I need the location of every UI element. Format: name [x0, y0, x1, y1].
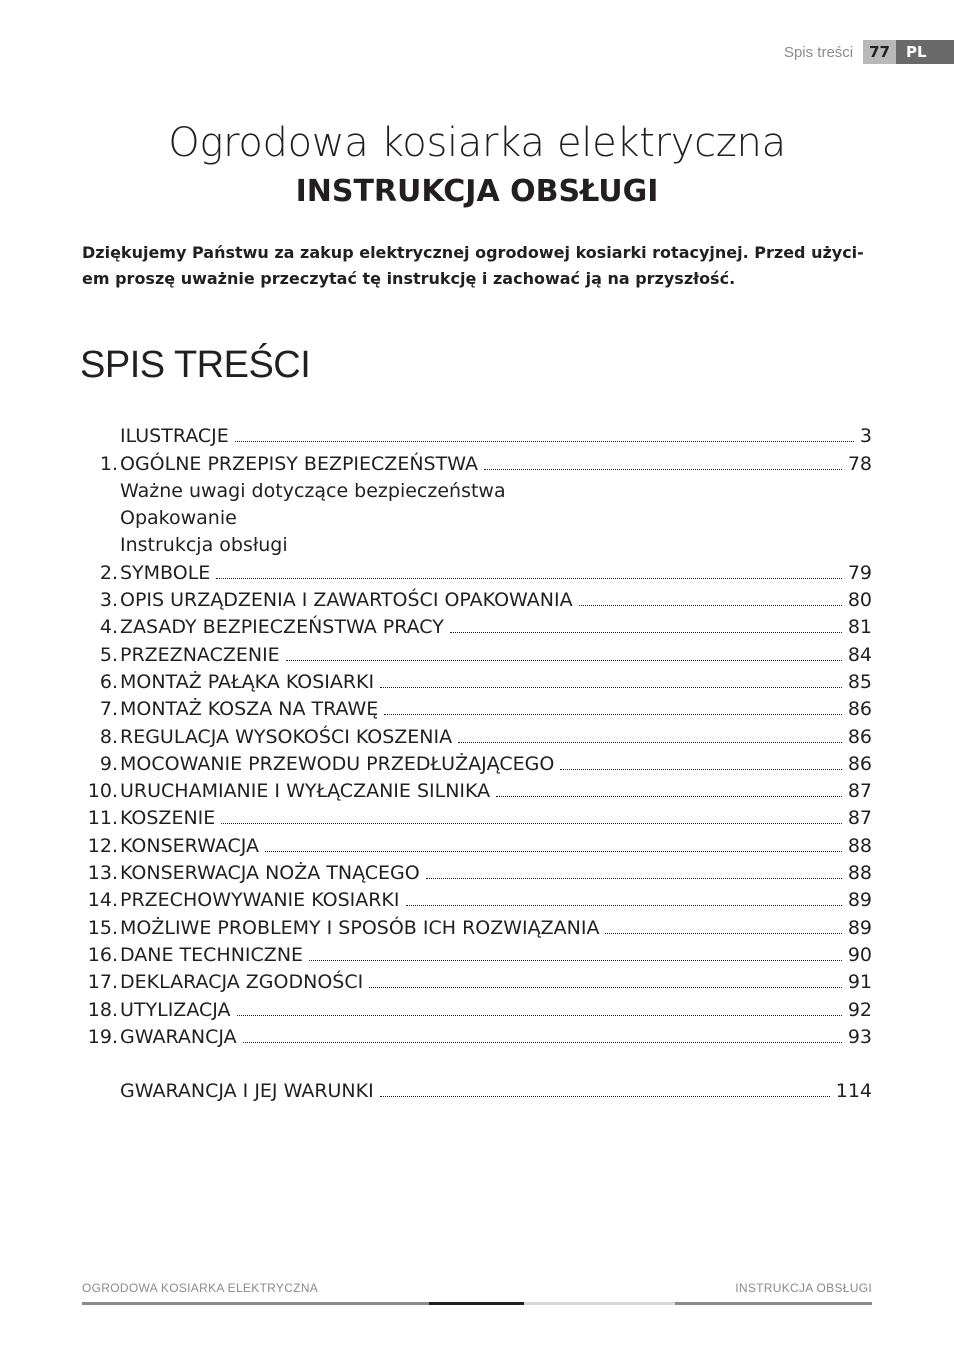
toc-row[interactable]	[82, 720, 872, 747]
toc-leader	[237, 1015, 842, 1016]
table-of-contents	[82, 420, 872, 1102]
toc-leader	[384, 714, 842, 715]
toc-leader	[579, 605, 842, 606]
toc-subrow	[82, 529, 872, 556]
toc-row[interactable]	[82, 693, 872, 720]
toc-leader	[369, 987, 842, 988]
toc-number: 4.	[99, 616, 118, 639]
toc-leader	[426, 878, 842, 879]
toc-leader	[380, 1096, 830, 1097]
intro-line-2: em proszę uważnie przeczytać tę instrukcję i zachować ją na przyszłość.	[82, 269, 736, 288]
toc-page: 92	[847, 998, 872, 1021]
toc-row[interactable]	[82, 666, 872, 693]
footer-bar-segment	[524, 1302, 675, 1305]
toc-leader	[286, 660, 842, 661]
toc-row[interactable]	[82, 993, 872, 1020]
toc-leader	[265, 851, 842, 852]
toc-number: 11.	[87, 807, 118, 830]
toc-row[interactable]	[82, 802, 872, 829]
toc-leader	[243, 1042, 842, 1043]
toc-number: 7.	[99, 698, 118, 721]
toc-label: REGULACJA WYSOKOŚCI KOSZENIA	[120, 725, 453, 748]
footer-bar-segment	[429, 1302, 524, 1305]
toc-row[interactable]	[82, 420, 872, 447]
toc-row[interactable]	[82, 1075, 872, 1102]
toc-page: 84	[847, 643, 872, 666]
toc-page: 80	[847, 589, 872, 612]
toc-page: 114	[835, 1080, 872, 1103]
toc-label: UTYLIZACJA	[120, 998, 231, 1021]
toc-page: 90	[847, 943, 872, 966]
toc-label: Ważne uwagi dotyczące bezpieczeństwa	[120, 479, 506, 502]
toc-number: 3.	[99, 589, 118, 612]
toc-number: 13.	[87, 862, 118, 885]
toc-label: KONSERWACJA	[120, 834, 260, 857]
toc-label: ZASADY BEZPIECZEŃSTWA PRACY	[120, 616, 444, 639]
toc-label: MONTAŻ PAŁĄKA KOSIARKI	[120, 670, 375, 693]
toc-page: 3	[859, 425, 872, 448]
toc-label: Opakowanie	[120, 507, 237, 530]
toc-subrow	[82, 475, 872, 502]
toc-number: 6.	[99, 670, 118, 693]
toc-row[interactable]	[82, 638, 872, 665]
toc-row[interactable]	[82, 939, 872, 966]
toc-page: 91	[847, 971, 872, 994]
toc-label: SYMBOLE	[120, 561, 211, 584]
toc-row[interactable]	[82, 911, 872, 938]
toc-leader	[484, 469, 842, 470]
toc-page: 81	[847, 616, 872, 639]
toc-number: 10.	[87, 780, 118, 803]
toc-leader	[560, 769, 842, 770]
toc-label: GWARANCJA	[120, 1025, 237, 1048]
header-page-number: 77	[863, 40, 896, 64]
document-subtitle: INSTRUKCJA OBSŁUGI	[295, 174, 659, 209]
toc-leader	[458, 742, 842, 743]
footer-bar-segment	[675, 1302, 872, 1305]
toc-leader	[605, 933, 841, 934]
toc-page: 79	[847, 561, 872, 584]
toc-number: 17.	[87, 971, 118, 994]
toc-label: OGÓLNE PRZEPISY BEZPIECZEŃSTWA	[120, 452, 478, 475]
toc-row[interactable]	[82, 1021, 872, 1048]
toc-number: 9.	[99, 752, 118, 775]
toc-label: PRZECHOWYWANIE KOSIARKI	[120, 889, 400, 912]
toc-row[interactable]	[82, 884, 872, 911]
toc-label: MOŻLIWE PROBLEMY I SPOSÓB ICH ROZWIĄZANIA	[120, 916, 600, 939]
toc-label: DEKLARACJA ZGODNOŚCI	[120, 971, 364, 994]
toc-heading: SPIS TREŚCI	[80, 344, 311, 386]
toc-page: 86	[847, 725, 872, 748]
document-title: Ogrodowa kosiarka elektryczna	[168, 120, 786, 166]
toc-label: MONTAŻ KOSZA NA TRAWĘ	[120, 698, 379, 721]
toc-row[interactable]	[82, 447, 872, 474]
toc-number: 18.	[87, 998, 118, 1021]
toc-leader	[450, 632, 842, 633]
toc-leader	[380, 687, 842, 688]
toc-label: KOSZENIE	[120, 807, 216, 830]
toc-number: 16.	[87, 943, 118, 966]
intro-line-1: Dziękujemy Państwu za zakup elektrycznej ogrodowej kosiarki rotacyjnej. Przed użyci-	[82, 243, 864, 262]
toc-row[interactable]	[82, 966, 872, 993]
footer-right: INSTRUKCJA OBSŁUGI	[735, 1281, 872, 1295]
toc-label: Instrukcja obsługi	[120, 534, 288, 557]
toc-page: 93	[847, 1025, 872, 1048]
toc-row[interactable]	[82, 857, 872, 884]
toc-label: PRZEZNACZENIE	[120, 643, 280, 666]
toc-page: 87	[847, 807, 872, 830]
header-language-tab: PL	[896, 40, 954, 64]
toc-label: GWARANCJA I JEJ WARUNKI	[120, 1080, 374, 1103]
toc-leader	[406, 905, 842, 906]
toc-row[interactable]	[82, 611, 872, 638]
toc-page: 89	[847, 889, 872, 912]
toc-page: 87	[847, 780, 872, 803]
toc-label: URUCHAMIANIE I WYŁĄCZANIE SILNIKA	[120, 780, 491, 803]
toc-label: DANE TECHNICZNE	[120, 943, 304, 966]
toc-page: 88	[847, 862, 872, 885]
toc-page: 86	[847, 698, 872, 721]
header-section-name: Spis treści	[783, 43, 854, 61]
footer-bar-segment	[82, 1302, 429, 1305]
toc-number: 5.	[99, 643, 118, 666]
footer-left: OGRODOWA KOSIARKA ELEKTRYCZNA	[82, 1281, 319, 1295]
toc-row[interactable]	[82, 829, 872, 856]
toc-row[interactable]	[82, 556, 872, 583]
toc-label: MOCOWANIE PRZEWODU PRZEDŁUŻAJĄCEGO	[120, 752, 555, 775]
toc-number: 15.	[87, 916, 118, 939]
toc-leader	[235, 441, 854, 442]
toc-page: 85	[847, 670, 872, 693]
toc-label: ILUSTRACJE	[120, 425, 229, 448]
toc-number: 14.	[87, 889, 118, 912]
toc-leader	[309, 960, 842, 961]
toc-leader	[496, 796, 842, 797]
toc-page: 86	[847, 752, 872, 775]
intro-paragraph	[82, 240, 882, 292]
toc-leader	[221, 823, 842, 824]
toc-number: 19.	[87, 1025, 118, 1048]
toc-page: 88	[847, 834, 872, 857]
toc-page: 89	[847, 916, 872, 939]
toc-number: 1.	[99, 452, 118, 475]
toc-leader	[216, 578, 842, 579]
toc-subrow	[82, 502, 872, 529]
toc-label: KONSERWACJA NOŻA TNĄCEGO	[120, 862, 420, 885]
page-header	[784, 40, 954, 64]
toc-row[interactable]	[82, 584, 872, 611]
toc-row[interactable]	[82, 748, 872, 775]
toc-row[interactable]	[82, 775, 872, 802]
toc-number: 12.	[87, 834, 118, 857]
toc-page: 78	[847, 452, 872, 475]
toc-number: 2.	[99, 561, 118, 584]
toc-number: 8.	[99, 725, 118, 748]
toc-label: OPIS URZĄDZENIA I ZAWARTOŚCI OPAKOWANIA	[120, 589, 573, 612]
